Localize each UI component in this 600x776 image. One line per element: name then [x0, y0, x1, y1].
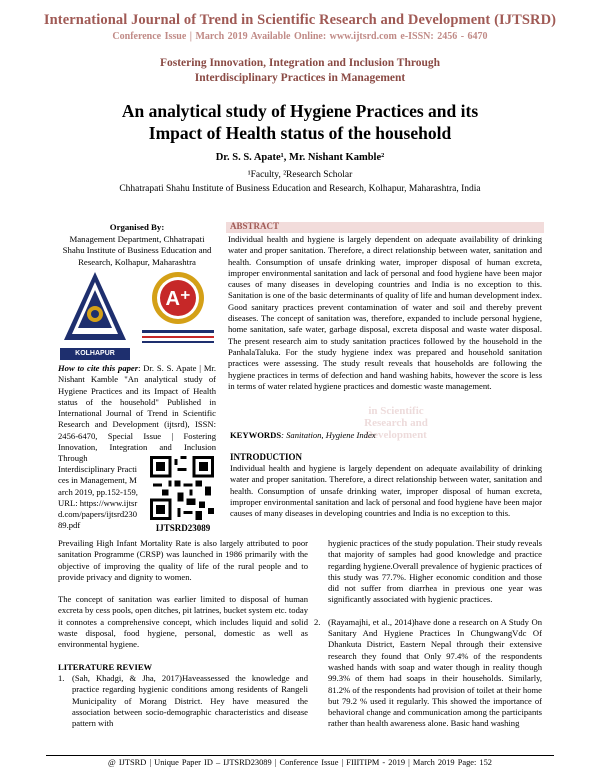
- svg-text:A⁺: A⁺: [165, 288, 191, 310]
- institute-logo-label: KOLHAPUR: [60, 348, 130, 360]
- conference-line: Conference Issue | March 2019 Available Online: www.ijtsrd.com e-ISSN: 2456 - 6470: [112, 31, 488, 42]
- right-column: [314, 538, 542, 730]
- left-column: [58, 538, 308, 729]
- watermark-line-1: in Scientific: [368, 405, 424, 417]
- keywords: [230, 430, 376, 440]
- list-item-text: (Rayamajhi, et al., 2014)have done a research on A Study On Sanitary And Hygiene Practices In ChungwangVdc Of Dhankuta District, Eastern Nepal through their extensive research they found that Only 97.4% of the respondents washed hands with soap and water though in reality though 99.3% of them had soaps in their households. Similarly, 81.2% of the respondents had provision of toilet at their home but 79.2 % used it regularly. This showed the importance of behavioral change and communication among the participants rather than health awareness alone. Basic hand washing: [328, 616, 542, 729]
- list-item-text: (Sah, Khadgi, & Jha, 2017)Haveassessed the knowledge and practice regarding hygienic conditions among residents of Rangeli Municipality of Morang District. Hey have measured the association between socio-demographic characteristics and disease pattern with: [72, 672, 308, 729]
- affiliation-roles: ¹Faculty, ²Research Scholar: [247, 170, 353, 180]
- list-item-number: 2.: [314, 616, 321, 627]
- list-item: [314, 617, 542, 730]
- abstract-text: Individual health and hygiene is largely dependent on adequate availability of drinking water and proper sanitation. Therefore, a direct relationship between water, sanitation and health. Consumption of unsafe drinking water, improper disposal of human excreta, improper environmental sanitation and lack of personal and food hygiene have been major causes of many diseases in developing countries and India is no exception to this. Sanitation is one of the basic determinants of quality of life and human development index. Good sanitary practices prevent contamination of water and soil and thereby prevent diseases. The concept of sanitation was, therefore, expanded to include personal hygiene, home sanitation, safe water, garbage disposal, excreta disposal and waste water disposal. The present research aim to study sanitation practices followed by the household in the PanhalaTaluka. For the study hygiene index was prepared and household sanitation practices were assessing. The study result reveals that households are following the hygiene practices in terms of defection and hand washing habits, however the score is less in terms of water related hygiene practices and domestic waste management.: [228, 234, 542, 391]
- keywords-label: KEYWORDS: [230, 430, 282, 440]
- organiser-title: Organised By:: [109, 222, 165, 232]
- organiser-body: Management Department, Chhatrapati Shahu Institute of Business Education and Research, Kolhapur, Maharashtra: [62, 233, 212, 267]
- paper-title-line-2: Impact of Health status of the household: [148, 123, 452, 143]
- list-item: [58, 673, 308, 729]
- keywords-value: : Sanitation, Hygiene Index: [281, 430, 376, 440]
- abstract-header-band: [226, 222, 544, 233]
- watermark-line-3: Development: [365, 429, 427, 441]
- paper-id-label: IJTSRD23089: [155, 523, 211, 533]
- right-paragraph-1: hygienic practices of the study population. Their study reveals that majority of samples had good knowledge and practice regarding hygiene.Overall prevalence of hygienic practices of this study was 77.7%. Higher economic condition and those did not suffer from diarrhea in previous one year was significantly associated with hygienic practices.: [328, 538, 542, 605]
- citation-text: : Dr. S. S. Apate | Mr. Nishant Kamble "An analytical study of Hygiene Practices and its Impact of Health status of the household" Published in International Journal of Trend in Scientific Research and Development (ijtsrd), ISSN: 2456-6470, Special Issue | Fostering Innovation, Integration and Inclusion Through: [58, 363, 216, 464]
- qr-code: [150, 456, 214, 520]
- abstract-heading: ABSTRACT: [230, 221, 280, 231]
- literature-review-heading: LITERATURE REVIEW: [58, 661, 153, 672]
- page-footer: @ IJTSRD | Unique Paper ID – IJTSRD23089 | Conference Issue | FIIITIPM - 2019 | March 2019 Page: 152: [108, 758, 492, 767]
- introduction-heading: INTRODUCTION: [230, 452, 303, 462]
- theme-heading: [0, 56, 600, 86]
- theme-line-2: Interdisciplinary Practices in Management: [194, 72, 406, 84]
- paper-title: [0, 100, 600, 144]
- paper-title-line-1: An analytical study of Hygiene Practices and its: [121, 101, 479, 121]
- watermark-line-2: Research and: [364, 417, 428, 429]
- journal-title: International Journal of Trend in Scientific Research and Development (IJTSRD): [43, 12, 557, 28]
- institute-logo: [60, 268, 130, 348]
- left-paragraph-2: The concept of sanitation was earlier limited to disposal of human excreta by cess pools, open ditches, pit latrines, bucket system etc. today it connotes a comprehensive concept, which includes liquid and solid waste disposal, food hygiene, personal, domestic as well as environmental hygiene.: [58, 594, 308, 650]
- introduction-text: Individual health and hygiene is largely dependent on adequate availability of drinking water and proper sanitation. Therefore, a direct relationship between water, sanitation and health. Consumption of unsafe drinking water, improper disposal of human excreta, improper environmental sanitation and lack of personal and food hygiene have been major causes of many diseases in developing countries and India is no exception to this.: [230, 463, 542, 519]
- left-paragraph-1: Prevailing High Infant Mortality Rate is also largely attributed to poor sanitation Programme (CRSP) was launched in 1986 primarily with the objective of improving the quality of life of the rural people and to provide privacy and dignity to women.: [58, 538, 308, 582]
- theme-line-1: Fostering Innovation, Integration and Inclusion Through: [159, 57, 441, 69]
- citation-block: [58, 363, 216, 465]
- affiliation-institute: Chhatrapati Shahu Institute of Business Education and Research, Kolhapur, Maharashtra, India: [119, 184, 481, 194]
- footer-divider: [46, 755, 554, 756]
- citation-url-block[interactable]: Interdisciplinary Practices in Management, March 2019, pp.152-159, URL: https://www.ijtsrd.com/papers/ijtsrd23089.pdf: [58, 464, 138, 531]
- authors: Dr. S. S. Apate¹, Mr. Nishant Kamble²: [215, 152, 385, 163]
- list-item-number: 1.: [58, 672, 65, 683]
- citation-label: How to cite this paper: [58, 363, 139, 373]
- naac-accreditation-logo: [140, 268, 216, 348]
- citation-body: [58, 363, 216, 465]
- organiser-block: [58, 222, 216, 268]
